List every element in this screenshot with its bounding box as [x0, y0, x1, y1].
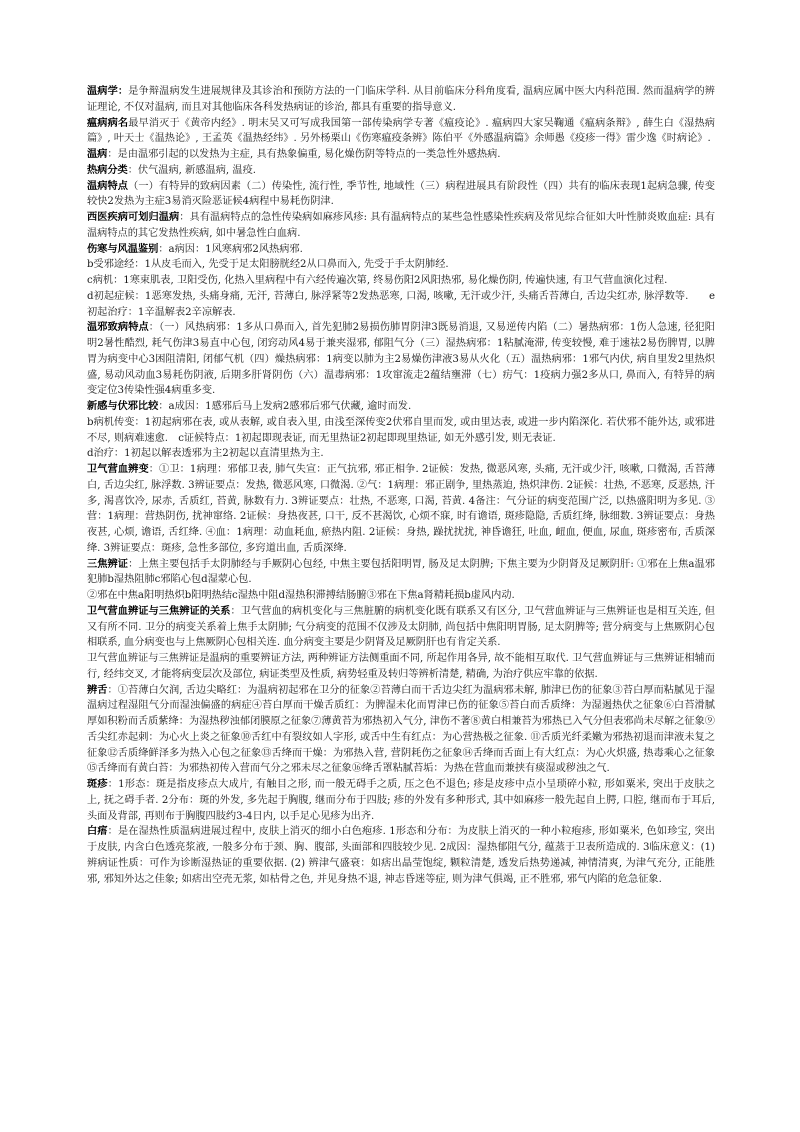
paragraph-text: ：具有温病特点的急性传染病如麻疹风疹: 具有温病特点的某些急性感染性疾病及常见综合征如大叶性肺炎败血症: 具有温病特点的其它发热性疾病, 如中暑急性白血病.: [87, 212, 716, 239]
paragraph: [87, 179, 715, 211]
paragraph-text: d治疗：1初起以解表透邪为主2初起以直清里热为主.: [87, 448, 324, 460]
paragraph-text: 最早消灭于《黄帝内经》. 明末吴又可写成我国第一部传染病学专著《瘟疫论》. 瘟病四大家吴鞠通《瘟病条辩》, 薛生白《湿热病篇》, 叶天士《温热论》, 王孟英《温热经纬》. 另外杨栗山《伤寒瘟疫条辨》陈伯平《外感温病篇》余师愚《疫疹一得》雷少逸《时病论》.: [87, 117, 715, 145]
paragraph: [87, 462, 715, 557]
paragraph: [87, 163, 715, 179]
paragraph-term: 白痦: [87, 825, 108, 838]
paragraph: [87, 242, 715, 258]
paragraph: [87, 116, 715, 148]
paragraph: [87, 557, 715, 589]
paragraph-term: 西医疾病可划归温病: [87, 211, 180, 223]
paragraph: [87, 604, 715, 651]
paragraph-term: 新感与伏邪比较: [87, 400, 159, 412]
paragraph-term: 辨舌: [87, 683, 108, 696]
paragraph-term: 伤寒与风温鉴别: [87, 242, 159, 255]
paragraph: [87, 683, 715, 778]
paragraph-text: ：①苔薄白欠润, 舌边尖略红：为温病初起邪在卫分的征象②苔薄白而干舌边尖红为温病邪未解, 肺津已伤的征象③苔白厚而粘腻见于湿温病过程湿阻气分而湿浊偏盛的病症④苔白厚而干燥舌质红：为脾湿未化而胃津已伤的征象⑤苔白而舌质绛：为湿遏热伏之征象⑥白苔滑腻厚如积粉而舌质紫绛：为湿热秽浊郁闭膜原之征象⑦薄黄苔为邪热初入气分, 津伤不著⑧黄白相兼苔为邪热已入气分但表邪尚未尽解之征象⑨舌尖红赤起刺：为心火上炎之征象⑩舌红中有裂纹如人字形, 或舌中生有红点：为心营热极之征象. ⑪舌质光纤柔嫩为邪热初退而津液未复之征象⑫舌质绛鲜泽多为热入心包之征象⑬舌绛而干燥：为邪热入营, 营阴耗伤之征象⑭舌绛而舌面上有大红点：为心火炽盛, 热毒乘心之征象⑮舌绛而有黄白苔：为邪热初传入营而气分之邪未尽之征象⑯绛舌罩粘腻苔垢：为热在营血而兼挟有痰湿或秽浊之气.: [87, 684, 715, 775]
paragraph-term: 温邪致病特点: [87, 321, 149, 334]
paragraph-text: ：①卫：1病理：邪郁卫表, 肺气失宣：正气抗邪, 邪正相争. 2证候：发热, 微恶风寒, 头痛, 无汗或少汗, 咳嗽, 口微渴, 舌苔薄白, 舌边尖红, 脉浮数. 3辨证要点：发热, 微恶风寒, 口微渴. ②气：1病理：邪正剧争, 里热蒸迫, 热炽津伤. 2证候：壮热, 不恶寒, 反恶热, 汗多, 渴喜饮冷, 尿赤, 舌质红, 苔黄, 脉数有力. 3辨证要点：壮热, 不恶寒, 口渴, 苔黄. 4备注：气分证的病变范围广泛, 以热盛阳明为多见. ③营：1病理：营热阴伤, 扰神窜络. 2证候：身热夜甚, 口干, 反不甚渴饮, 心烦不寐, 时有谵语, 斑疹隐隐, 舌质红绛, 脉细数. 3辨证要点：身热夜甚, 心烦, 谵语, 舌红绛. ④血：1病理：动血耗血, 瘀热内阻. 2证候：身热, 躁扰扰扰, 神昏谵狂, 吐血, 衄血, 便血, 尿血, 斑疹密布, 舌质深绛. 3辨证要点：斑疹, 急性多部位, 多窍道出血, 舌质深绛.: [87, 464, 716, 554]
paragraph-text: ：伏气温病, 新感温病, 温疫.: [127, 164, 257, 176]
paragraph: [87, 147, 715, 163]
paragraph: [87, 588, 715, 604]
paragraph: [87, 415, 715, 447]
paragraph-text: c病机：1寒束肌表, 卫阳受伤, 化热入里病程中有六经传遍次第, 终易伤阳2风阳热邪, 易化燥伤阴, 传遍快速, 有卫气营血演化过程.: [87, 275, 668, 286]
paragraph-term: 卫气营血辨变: [87, 463, 149, 475]
paragraph-text: d初起症候：1恶寒发热, 头痛身痛, 无汗, 苔薄白, 脉浮紧等2发热恶寒, 口渴, 咳嗽, 无汗或少汗, 头痛舌苔薄白, 舌边尖红赤, 脉浮数等. e初起治疗：1辛温解表2辛凉解表.: [87, 290, 715, 318]
paragraph-term: 斑疹: [87, 778, 108, 790]
paragraph-text: b受邪途经：1从皮毛而入, 先受于足太阳膀胱经2从口鼻而入, 先受于手太阴肺经.: [87, 259, 449, 271]
paragraph: [87, 320, 715, 399]
paragraph: [87, 210, 715, 242]
paragraph-text: ：1形态：斑是指皮疹点大成片, 有触目之形, 而一般无碍手之质, 压之色不退色; 疹是皮疹中点小呈琐碎小粒, 形如粟米, 突出于皮肤之上, 抚之碍手者. 2分布：斑的外发, 多先起于胸腹, 继而分布于四肢; 疹的外发有多种形式, 其中如麻疹一般先起自上腭, 口腔, 继而布于耳后, 头面及背部, 再则布于胸腹四肢约3-4日内, 以手足心见疹为出齐.: [87, 779, 716, 822]
paragraph: [87, 651, 715, 683]
paragraph-text: ②邪在中焦a阳明热炽b阳明热结c湿热中阻d湿热积滞搏结肠腑③邪在下焦a肾精耗损b虚风内动.: [87, 590, 515, 601]
paragraph: [87, 289, 715, 321]
paragraph: [87, 777, 715, 824]
paragraph: [87, 399, 715, 415]
paragraph-text: ：a病因：1风寒病邪2风热病邪.: [158, 243, 303, 255]
paragraph-term: 卫气营血辨证与三焦辨证的关系: [87, 604, 231, 617]
paragraph-text: ：是在湿热性质温病进展过程中, 皮肤上消灭的细小白色疱疹. 1形态和分布：为皮肤上消灭的一种小粒疱疹, 形如粟米, 色如珍宝, 突出于皮肤, 内含白色透亮浆液, 一般多分布于颈、胸、腹部, 头面部和四肢较少见. 2成因：湿热郁阻气分, 蕴蒸于卫表所造成的. 3临床意义：(1) 辨病证性质：可作为诊断湿热证的重要依据. (2) 辨津气盛衰：如痞出晶莹饱绽, 颗粒清楚, 透发后热势递减, 神情清爽, 为津气充分, 正能胜邪, 邪知外达之佳象; 如痞出空壳无浆, 如枯骨之色, 并见身热不退, 神志昏迷等症, 则为津气俱竭, 正不胜邪, 邪气内陷的危急征象.: [87, 826, 716, 885]
paragraph-term: 温病学：: [87, 85, 129, 97]
paragraph: [87, 446, 715, 462]
paragraph-term: 瘟病病名: [87, 116, 129, 129]
paragraph-text: ：a成因：1感邪后马上发病2感邪后邪气伏藏, 逾时而发.: [158, 401, 412, 412]
paragraph-term: 温病特点: [87, 179, 129, 192]
paragraph-text: ：是由温邪引起的以发热为主症, 具有热象偏重, 易化燥伤阴等特点的一类急性外感热病.: [107, 149, 501, 160]
document-body: [87, 84, 715, 887]
paragraph-term: 三焦辨证: [87, 557, 129, 570]
paragraph-text: 是争辩温病发生进展规律及其诊治和预防方法的一门临床学科. 从目前临床分科角度看, 温病应属中医大内科范围. 然而温病学的辨证理论, 不仅对温病, 而且对其他临床各科发热病证的诊治, 都具有重要的指导意义.: [87, 86, 715, 113]
paragraph-text: （一）有特异的致病因素（二）传染性, 流行性, 季节性, 地域性（三）病程进展具有阶段性（四）共有的临床表现1起病急骤, 传变较快2发热为主症3易消灭险恶证候4病程中易耗伤阴津.: [87, 180, 715, 208]
paragraph-term: 温病: [87, 148, 108, 160]
paragraph: [87, 273, 715, 289]
paragraph-text: ：（一）风热病邪：1多从口鼻而入, 首先犯肺2易损伤肺胃阴津3既易消退, 又易逆传内陷（二）暑热病邪：1伤人急速, 径犯阳明2暑性酷烈, 耗气伤津3易直中心包, 闭窍动风4易于兼夹湿邪, 郁阻气分（三）湿热病邪：1粘腻淹滞, 传变较慢, 难于速祛2易伤脾胃, 以脾胃为病变中心3困阻清阳, 闭郁气机（四）燥热病邪：1病变以肺为主2易燥伤津液3易从火化（五）温热病邪：1邪气内伏, 病自里发2里热炽盛, 易动风动血3易耗伤阴液, 后期多肝肾阴伤（六）温毒病邪：1攻窜流走2蕴结壅滞（七）疠气：1疫病力强2多从口, 鼻而入, 有特异的病变定位3传染性强4病重多变.: [87, 322, 715, 397]
paragraph: [87, 824, 715, 887]
paragraph-text: b病机传变：1初起病邪在表, 或从表解, 或自表入里, 由浅至深传变2伏邪自里而发, 或由里达表, 或进一步内陷深化. 若伏邪不能外达, 或邪进不尽, 则病难速愈. c证候特点：1初起即现表证, 而无里热证2初起即现里热证, 如无外感引发, 则无表证.: [87, 416, 715, 444]
paragraph: [87, 84, 715, 116]
paragraph: [87, 257, 715, 273]
paragraph-text: ：卫气营血的病机变化与三焦脏腑的病机变化既有联系又有区分, 卫气营血辨证与三焦辨证也是相互关连, 但又有所不同. 卫分的病变关系着上焦手太阴肺; 气分病变的范围不仅涉及太阴肺, 尚包括中焦阳明胃肠, 足太阴脾等; 营分病变与上焦厥阴心包相联系, 血分病变也与上焦厥阴心包相关连. 血分病变主要是少阴肾及足厥阴肝也有肯定关系.: [87, 605, 715, 649]
paragraph-text: ：上焦主要包括手太阴肺经与手厥阴心包经, 中焦主要包括阳明胃, 肠及足太阴脾; 下焦主要为少阴肾及足厥阴肝: ①邪在上焦a温邪犯肺b湿热阻肺c邪陷心包d湿蒙心包.: [87, 558, 715, 586]
paragraph-text: 卫气营血辨证与三焦辨证是温病的重要辨证方法, 两种辨证方法侧重面不同, 所起作用各异, 故不能相互取代. 卫气营血辨证与三焦辨证相辅而行, 经纬交叉, 才能将病变层次及部位, 病证类型及性质, 病势轻重及转归等辨析清楚, 精确, 为治疗供应牢靠的依据.: [87, 653, 715, 680]
paragraph-term: 热病分类: [87, 163, 128, 176]
